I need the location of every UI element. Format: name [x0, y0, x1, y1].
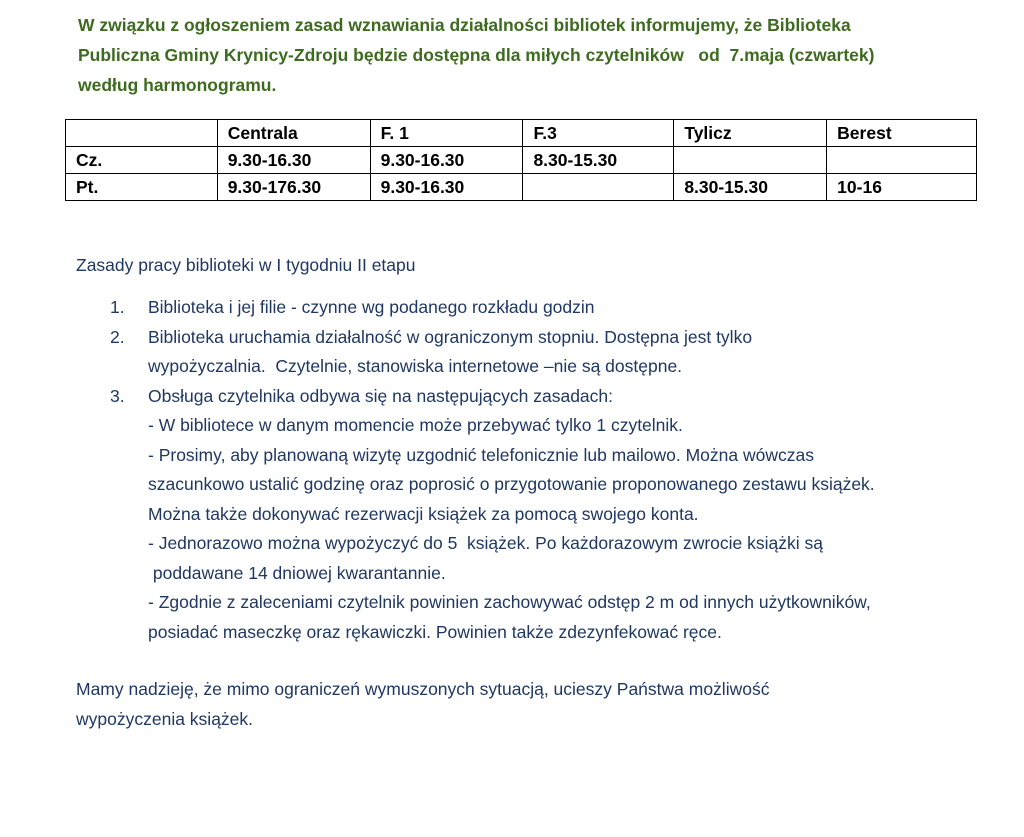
- list-item-text: szacunkowo ustalić godzinę oraz poprosić o przygotowanie proponowanego zestawu książek.: [148, 474, 875, 494]
- table-cell: 9.30-176.30: [217, 174, 370, 201]
- heading-line: Publiczna Gminy Krynicy-Zdroju będzie dostępna dla miłych czytelników od 7.maja (czwartek): [78, 45, 875, 65]
- heading-line: według harmonogramu.: [78, 75, 277, 95]
- table-header-cell: F.3: [523, 120, 674, 147]
- table-row: [66, 174, 977, 201]
- table-header-cell: [66, 120, 218, 147]
- table-cell: 10-16: [827, 174, 977, 201]
- list-item-number: 3.: [110, 385, 125, 406]
- list-item-number: 2.: [110, 326, 125, 347]
- table-cell: 9.30-16.30: [217, 147, 370, 174]
- list-item-text: wypożyczalnia. Czytelnie, stanowiska internetowe –nie są dostępne.: [148, 356, 683, 376]
- table-cell: Pt.: [66, 174, 218, 201]
- list-item-text: Biblioteka i jej filie - czynne wg podanego rozkładu godzin: [148, 297, 595, 317]
- announcement-heading: [78, 10, 998, 100]
- list-item-text: - W bibliotece w danym momencie może przebywać tylko 1 czytelnik.: [148, 415, 683, 435]
- table-cell: [827, 147, 977, 174]
- list-item-text: posiadać maseczkę oraz rękawiczki. Powinien także zdezynfekować ręce.: [148, 621, 722, 642]
- closing-line: Mamy nadzieję, że mimo ograniczeń wymuszonych sytuacją, ucieszy Państwa możliwość: [76, 679, 770, 699]
- table-header-row: [66, 120, 977, 147]
- table-header-cell: Tylicz: [674, 120, 827, 147]
- table-header-cell: F. 1: [370, 120, 523, 147]
- table-cell: [674, 147, 827, 174]
- table-cell: 9.30-16.30: [370, 147, 523, 174]
- list-item: [110, 382, 1000, 648]
- list-item-text: - Jednorazowo można wypożyczyć do 5 książek. Po każdorazowym zwrocie książki są: [148, 533, 823, 553]
- table-cell: 8.30-15.30: [523, 147, 674, 174]
- list-item-text: - Prosimy, aby planowaną wizytę uzgodnić telefonicznie lub mailowo. Można wówczas: [148, 444, 814, 465]
- table-cell: [523, 174, 674, 201]
- table-header-cell: Berest: [827, 120, 977, 147]
- table-cell: 9.30-16.30: [370, 174, 523, 201]
- list-item: [110, 293, 1000, 323]
- list-item-text: Można także dokonywać rezerwacji książek za pomocą swojego konta.: [148, 503, 699, 524]
- list-item-text: Obsługa czytelnika odbywa się na następujących zasadach:: [148, 385, 613, 406]
- list-item-text: poddawane 14 dniowej kwarantannie.: [148, 562, 446, 583]
- closing-paragraph: [76, 675, 769, 734]
- heading-line: W związku z ogłoszeniem zasad wznawiania działalności bibliotek informujemy, że Biblioteka: [78, 15, 851, 35]
- table-cell: 8.30-15.30: [674, 174, 827, 201]
- list-item-text: - Zgodnie z zaleceniami czytelnik powinien zachowywać odstęp 2 m od innych użytkowników,: [148, 592, 871, 612]
- table-header-cell: Centrala: [217, 120, 370, 147]
- table-cell: Cz.: [66, 147, 218, 174]
- table-row: [66, 147, 977, 174]
- rules-title: Zasady pracy biblioteki w I tygodniu II etapu: [76, 255, 416, 275]
- list-item-text: Biblioteka uruchamia działalność w ograniczonym stopniu. Dostępna jest tylko: [148, 326, 753, 347]
- opening-hours-table: [65, 119, 977, 201]
- list-item-number: 1.: [110, 297, 125, 317]
- list-item: [110, 323, 1000, 382]
- closing-line: wypożyczenia książek.: [76, 708, 254, 729]
- rules-list: [110, 293, 1000, 647]
